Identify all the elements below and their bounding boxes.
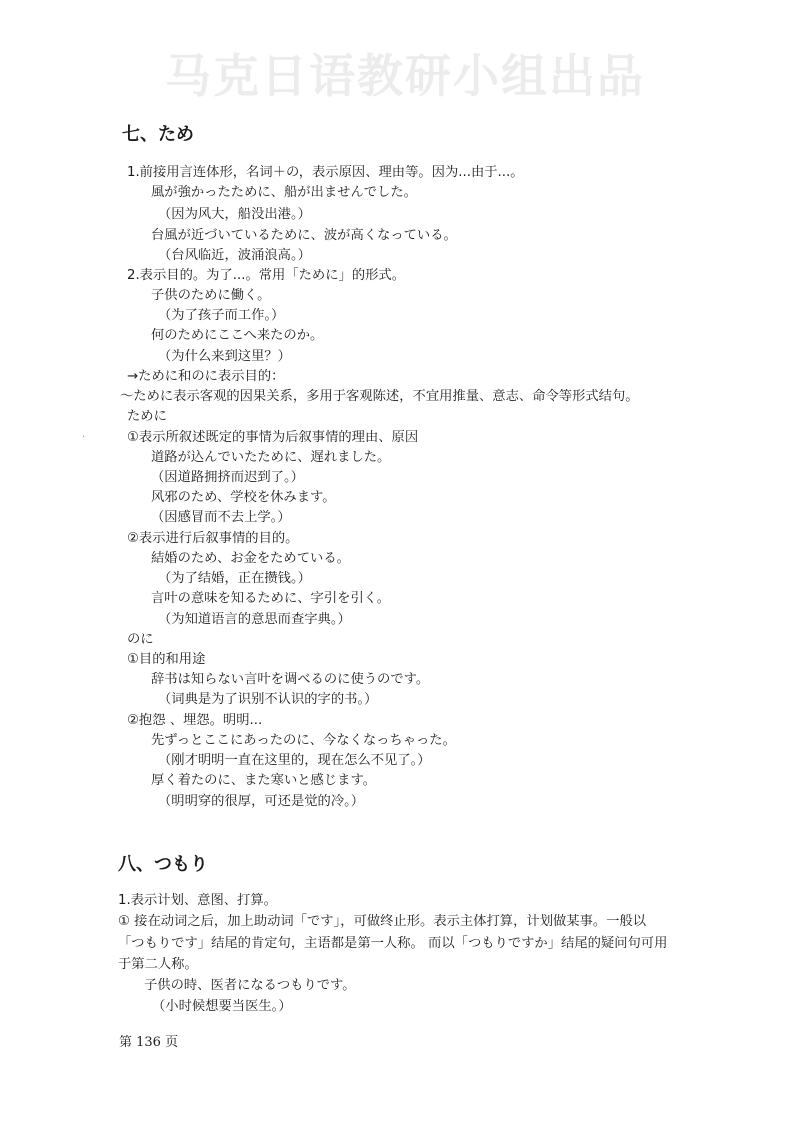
text-line: 結婚のため、お金をためている。 <box>151 551 350 566</box>
text-line: →ために和のに表示目的： <box>127 369 285 384</box>
text-line: ～ために表示客观的因果关系，多用于客观陈述，不宜用推量、意志、命令等形式结句。 <box>120 389 639 404</box>
text-line: 台風が近づいているために、波が高くなっている。 <box>151 228 457 243</box>
text-line: （词典是为了识别不认识的字的书。） <box>158 692 378 707</box>
text-line: 2.表示目的。为了...。常用「ために」的形式。 <box>127 268 406 283</box>
text-line: （为知道语言的意思而查字典。） <box>158 612 351 627</box>
text-line: 子供の時、医者になるつもりです。 <box>144 978 356 993</box>
text-line: 于第二人称。 <box>118 957 198 972</box>
text-line: （因道路拥挤而迟到了。） <box>151 470 304 485</box>
text-line: 风邪のため、学校を休みます。 <box>151 490 336 505</box>
text-line: （因感冒而不去上学。） <box>151 510 291 525</box>
text-line: ために <box>127 409 167 424</box>
text-line: （刚才明明一直在这里的，现在怎么不见了。） <box>158 753 431 768</box>
text-line: 何のためにここへ来たのか。 <box>151 328 324 343</box>
text-line: のに <box>127 632 154 647</box>
text-line: ②表示进行后叙事情的目的。 <box>127 531 299 546</box>
text-line: 言叶の意味を知るために、字引を引く。 <box>151 591 391 606</box>
text-line: 1.前接用言连体形，名词＋の，表示原因、理由等。因为...由于...。 <box>127 165 524 180</box>
text-line: （因为风大，船没出港。） <box>158 207 311 222</box>
page-number: 第 136 页 <box>119 1035 179 1050</box>
text-line: 道路が込んでいたために、遅れました。 <box>151 450 391 465</box>
text-line: 風が強かったために、船が出ませんでした。 <box>151 185 417 200</box>
scan-speck: · <box>82 432 86 443</box>
text-line: （台风临近，波涌浪高。） <box>158 248 311 263</box>
text-line: 辞书は知らない言叶を调べるのに使うのです。 <box>151 672 430 687</box>
text-line: 厚く着たのに、また寒いと感じます。 <box>151 773 376 788</box>
text-line: 「つもりです」结尾的肯定句，主语都是第一人称。 而以「つもりですか」结尾的疑问句可用 <box>118 936 668 951</box>
text-line: ②抱怨 、埋怨。明明... <box>127 713 263 728</box>
text-line: （明明穿的很厚，可还是觉的冷。） <box>158 794 365 809</box>
text-line: ①目的和用途 <box>127 652 206 667</box>
text-line: 先ずっとここにあったのに、今なくなっちゃった。 <box>151 733 456 748</box>
section-heading-tsumori: 八、つもり <box>118 854 208 875</box>
text-line: （为什么来到这里？） <box>158 349 291 364</box>
text-line: ①表示所叙述既定的事情为后叙事情的理由、原因 <box>127 430 419 445</box>
text-line: （为了结婚，正在攒钱。） <box>158 571 311 586</box>
text-line: 子供のために働く。 <box>151 288 271 303</box>
section-heading-tame: 七、ため <box>122 124 194 145</box>
text-line: ① 接在动词之后，加上助动词「です」，可做终止形。表示主体打算，计划做某事。一般以 <box>118 914 647 929</box>
text-line: （为了孩子而工作。） <box>158 308 285 323</box>
text-line: （小时候想要当医生。） <box>152 999 292 1014</box>
watermark: 马克日语教研小组出品 <box>165 49 645 103</box>
text-line: 1.表示计划、意图、打算。 <box>118 893 277 908</box>
